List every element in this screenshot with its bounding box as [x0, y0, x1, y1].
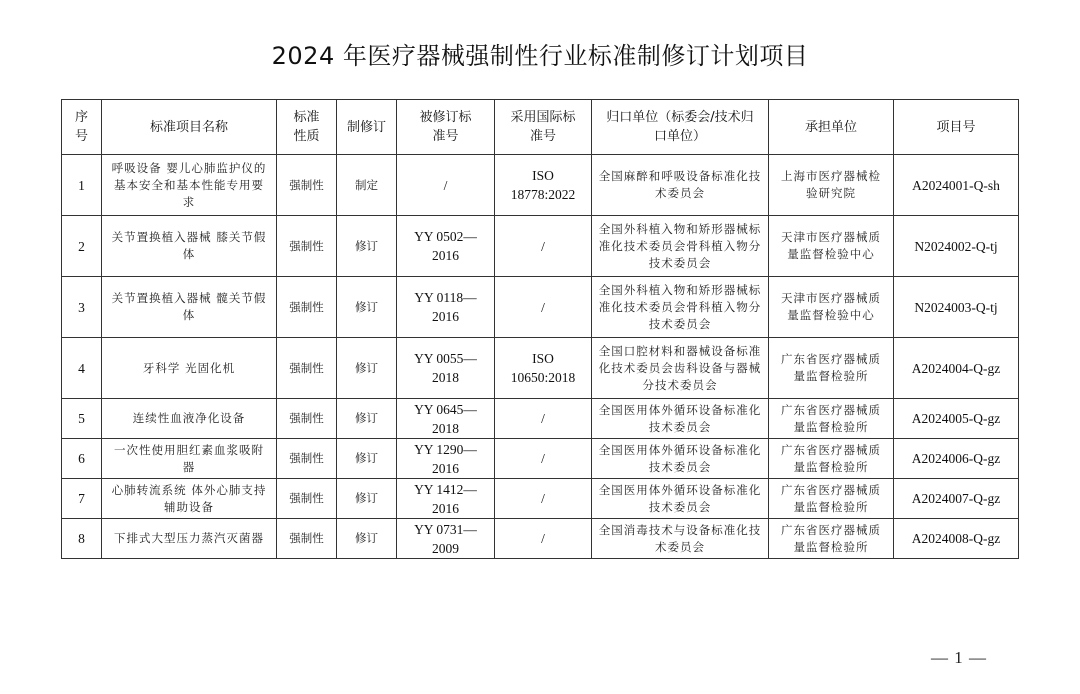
cell-project-name: 心肺转流系统 体外心肺支持辅助设备: [102, 479, 277, 519]
page-number: — 1 —: [931, 648, 987, 667]
cell-admin-unit: 全国麻醉和呼吸设备标准化技术委员会: [592, 155, 769, 216]
cell-project-no: A2024004-Q-gz: [894, 338, 1019, 399]
cell-revised-standard: YY 1412—2016: [397, 479, 495, 519]
header-project-no: 项目号: [894, 100, 1019, 155]
cell-project-no: A2024008-Q-gz: [894, 519, 1019, 559]
cell-nature: 强制性: [277, 155, 337, 216]
header-undertaker: 承担单位: [769, 100, 894, 155]
table-row: [62, 519, 1019, 559]
cell-nature: 强制性: [277, 519, 337, 559]
header-intl-standard: 采用国际标准号: [495, 100, 592, 155]
cell-undertaker: 上海市医疗器械检验研究院: [769, 155, 894, 216]
cell-admin-unit: 全国医用体外循环设备标准化技术委员会: [592, 479, 769, 519]
table-row: [62, 399, 1019, 439]
cell-serial-no: 8: [62, 519, 102, 559]
cell-intl-standard: /: [495, 479, 592, 519]
cell-admin-unit: 全国医用体外循环设备标准化技术委员会: [592, 399, 769, 439]
cell-intl-standard: ISO 18778:2022: [495, 155, 592, 216]
table-row: [62, 277, 1019, 338]
cell-revision-type: 制定: [337, 155, 397, 216]
cell-intl-standard: /: [495, 277, 592, 338]
cell-intl-standard: /: [495, 519, 592, 559]
cell-serial-no: 3: [62, 277, 102, 338]
cell-revision-type: 修订: [337, 439, 397, 479]
table-row: [62, 338, 1019, 399]
cell-nature: 强制性: [277, 338, 337, 399]
cell-undertaker: 天津市医疗器械质量监督检验中心: [769, 277, 894, 338]
cell-revised-standard: YY 0645—2018: [397, 399, 495, 439]
cell-undertaker: 广东省医疗器械质量监督检验所: [769, 399, 894, 439]
cell-serial-no: 1: [62, 155, 102, 216]
cell-revision-type: 修订: [337, 216, 397, 277]
cell-serial-no: 5: [62, 399, 102, 439]
cell-undertaker: 天津市医疗器械质量监督检验中心: [769, 216, 894, 277]
cell-revised-standard: YY 0055—2018: [397, 338, 495, 399]
cell-revision-type: 修订: [337, 338, 397, 399]
cell-nature: 强制性: [277, 216, 337, 277]
cell-undertaker: 广东省医疗器械质量监督检验所: [769, 479, 894, 519]
cell-project-name: 关节置换植入器械 髋关节假体: [102, 277, 277, 338]
table-row: [62, 479, 1019, 519]
header-project-name: 标准项目名称: [102, 100, 277, 155]
cell-project-name: 连续性血液净化设备: [102, 399, 277, 439]
cell-undertaker: 广东省医疗器械质量监督检验所: [769, 519, 894, 559]
cell-project-no: N2024002-Q-tj: [894, 216, 1019, 277]
cell-intl-standard: /: [495, 216, 592, 277]
cell-undertaker: 广东省医疗器械质量监督检验所: [769, 439, 894, 479]
cell-revision-type: 修订: [337, 479, 397, 519]
cell-project-no: A2024005-Q-gz: [894, 399, 1019, 439]
cell-admin-unit: 全国外科植入物和矫形器械标准化技术委员会骨科植入物分技术委员会: [592, 277, 769, 338]
cell-revision-type: 修订: [337, 399, 397, 439]
cell-revision-type: 修订: [337, 519, 397, 559]
table-row: [62, 439, 1019, 479]
cell-undertaker: 广东省医疗器械质量监督检验所: [769, 338, 894, 399]
cell-project-name: 呼吸设备 婴儿心肺监护仪的基本安全和基本性能专用要求: [102, 155, 277, 216]
header-serial-no: 序号: [62, 100, 102, 155]
cell-revised-standard: YY 0118—2016: [397, 277, 495, 338]
cell-serial-no: 2: [62, 216, 102, 277]
cell-project-name: 牙科学 光固化机: [102, 338, 277, 399]
cell-admin-unit: 全国消毒技术与设备标准化技术委员会: [592, 519, 769, 559]
cell-serial-no: 6: [62, 439, 102, 479]
table-header-row: [62, 100, 1019, 155]
header-revised-standard: 被修订标准号: [397, 100, 495, 155]
cell-intl-standard: /: [495, 439, 592, 479]
cell-nature: 强制性: [277, 277, 337, 338]
header-admin-unit: 归口单位（标委会/技术归口单位）: [592, 100, 769, 155]
cell-project-no: A2024001-Q-sh: [894, 155, 1019, 216]
cell-revised-standard: YY 0731—2009: [397, 519, 495, 559]
cell-serial-no: 4: [62, 338, 102, 399]
cell-project-no: A2024007-Q-gz: [894, 479, 1019, 519]
cell-revision-type: 修订: [337, 277, 397, 338]
cell-intl-standard: ISO 10650:2018: [495, 338, 592, 399]
cell-project-no: A2024006-Q-gz: [894, 439, 1019, 479]
cell-admin-unit: 全国口腔材料和器械设备标准化技术委员会齿科设备与器械分技术委员会: [592, 338, 769, 399]
header-revision-type: 制修订: [337, 100, 397, 155]
cell-project-name: 下排式大型压力蒸汽灭菌器: [102, 519, 277, 559]
cell-serial-no: 7: [62, 479, 102, 519]
cell-revised-standard: YY 0502—2016: [397, 216, 495, 277]
cell-project-name: 一次性使用胆红素血浆吸附器: [102, 439, 277, 479]
cell-project-no: N2024003-Q-tj: [894, 277, 1019, 338]
cell-intl-standard: /: [495, 399, 592, 439]
cell-admin-unit: 全国医用体外循环设备标准化技术委员会: [592, 439, 769, 479]
cell-nature: 强制性: [277, 479, 337, 519]
cell-admin-unit: 全国外科植入物和矫形器械标准化技术委员会骨科植入物分技术委员会: [592, 216, 769, 277]
cell-nature: 强制性: [277, 399, 337, 439]
cell-nature: 强制性: [277, 439, 337, 479]
cell-revised-standard: /: [397, 155, 495, 216]
header-nature: 标准性质: [277, 100, 337, 155]
cell-project-name: 关节置换植入器械 膝关节假体: [102, 216, 277, 277]
standards-plan-table: [61, 99, 1019, 559]
page-title: 2024 年医疗器械强制性行业标准制修订计划项目: [271, 42, 809, 70]
table-row: [62, 216, 1019, 277]
cell-revised-standard: YY 1290—2016: [397, 439, 495, 479]
table-row: [62, 155, 1019, 216]
